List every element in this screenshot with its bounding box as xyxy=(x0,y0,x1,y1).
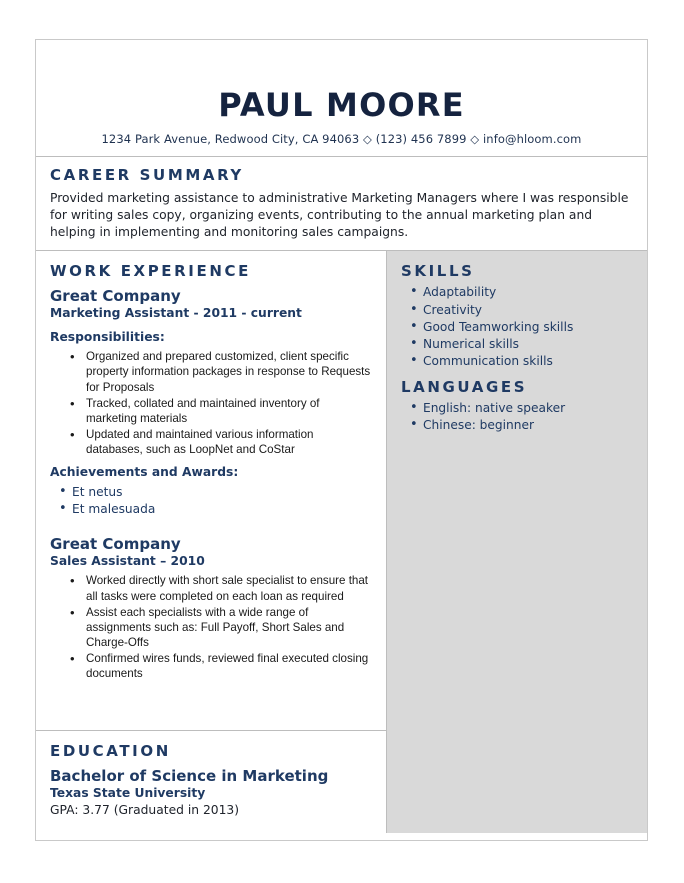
list-item: • Et malesuada xyxy=(72,501,372,517)
job-company: Great Company xyxy=(50,534,181,553)
languages-list xyxy=(401,400,633,433)
list-item: • Organized and prepared customized, client specific property information packages in response to Requests for Proposals xyxy=(86,349,372,395)
list-item: • Tracked, collated and maintained inventory of marketing materials xyxy=(86,396,372,426)
list-item: • Adaptability xyxy=(423,284,633,300)
responsibilities-list xyxy=(50,573,372,681)
job-company: Great Company xyxy=(50,287,181,306)
work-experience-section xyxy=(36,251,386,730)
resume-body xyxy=(36,251,647,833)
list-item: • Confirmed wires funds, reviewed final executed closing documents xyxy=(86,651,372,681)
career-summary-section xyxy=(36,157,647,251)
career-summary-text: Provided marketing assistance to administrative Marketing Managers where I was responsible for writing sales copy, organizing events, contributing to the annual marketing plan and helping in implementing and monitoring sales campaigns. xyxy=(50,191,629,240)
list-item: • Chinese: beginner xyxy=(423,417,633,433)
skills-heading: SKILLS xyxy=(401,262,475,281)
main-column xyxy=(36,251,386,833)
education-school: Texas State University xyxy=(50,785,206,800)
resume-page xyxy=(35,39,648,841)
education-section xyxy=(36,731,386,834)
contact-info-line: 1234 Park Avenue, Redwood City, CA 94063 ◇ (123) 456 7899 ◇ info@hloom.com xyxy=(101,132,582,146)
education-degree: Bachelor of Science in Marketing xyxy=(50,766,329,785)
work-experience-heading: WORK EXPERIENCE xyxy=(50,262,251,281)
job-entry xyxy=(50,287,372,517)
education-gpa: GPA: 3.77 (Graduated in 2013) xyxy=(50,803,240,818)
list-item: • Updated and maintained various information databases, such as LoopNet and CoStar xyxy=(86,427,372,457)
resume-header xyxy=(36,40,647,157)
section-spacer xyxy=(50,518,372,528)
languages-heading: LANGUAGES xyxy=(401,377,528,396)
sidebar xyxy=(386,251,647,833)
list-item: • Numerical skills xyxy=(423,336,633,352)
achievements-list xyxy=(50,484,372,517)
responsibilities-label: Responsibilities: xyxy=(50,329,165,344)
achievements-label: Achievements and Awards: xyxy=(50,465,239,480)
list-item: • Good Teamworking skills xyxy=(423,319,633,335)
career-summary-heading: CAREER SUMMARY xyxy=(50,166,244,184)
list-item: • Creativity xyxy=(423,302,633,318)
skills-list xyxy=(401,284,633,369)
list-item: • Et netus xyxy=(72,484,372,500)
education-heading: EDUCATION xyxy=(50,741,171,760)
list-item: • Communication skills xyxy=(423,353,633,369)
list-item: • English: native speaker xyxy=(423,400,633,416)
job-title-line: Marketing Assistant - 2011 - current xyxy=(50,306,302,321)
job-title-line: Sales Assistant – 2010 xyxy=(50,553,205,568)
list-item: • Worked directly with short sale specialist to ensure that all tasks were completed on each loan as required xyxy=(86,573,372,603)
responsibilities-list xyxy=(50,349,372,457)
list-item: • Assist each specialists with a wide range of assignments such as: Full Payoff, Short Sales and Charge-Offs xyxy=(86,605,372,651)
candidate-name: PAUL MOORE xyxy=(218,86,465,124)
job-entry xyxy=(50,535,372,682)
